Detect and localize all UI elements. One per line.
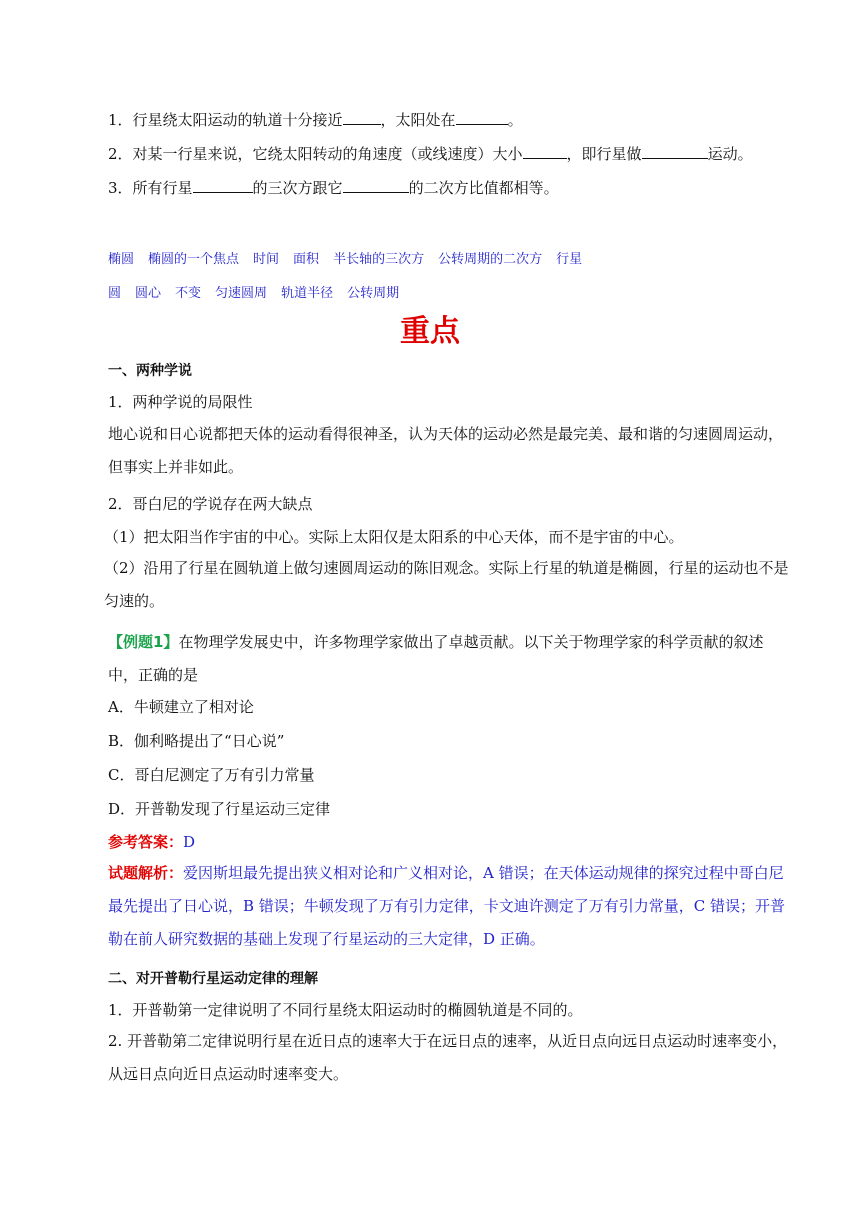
analysis-label: 试题解析： [108,864,184,882]
q3-text-a: 3．所有行星 [108,179,193,197]
answer-item: 时间 [253,252,280,267]
answer-item: 圆心 [135,286,162,301]
answer-item: 圆 [108,286,122,301]
q1-text-b: ，太阳处在 [380,111,456,129]
q1-text-a: 1．行星绕太阳运动的轨道十分接近 [108,111,343,129]
answer-value: D [183,833,196,851]
answer-item: 椭圆 [108,252,135,267]
q3-text-b: 的三次方跟它 [252,179,343,197]
q1-blank-2[interactable] [456,110,508,125]
q2-text-a: 2．对某一行星来说，它绕太阳转动的角速度（或线速度）大小 [108,145,523,163]
analysis-paragraph [108,857,788,956]
answer-item: 面积 [293,252,320,267]
section-1-point-1-body: 地心说和日心说都把天体的运动看得很神圣，认为天体的运动必然是最完美、最和谐的匀速圆周运动，但事实上并非如此。 [108,425,784,476]
section-1-point-2-title: 2．哥白尼的学说存在两大缺点 [108,495,313,513]
q2-blank-1[interactable] [523,144,567,159]
section-1-point-2-item-1: （1）把太阳当作宇宙的中心。实际上太阳仅是太阳系的中心天体，而不是宇宙的中心。 [104,528,684,546]
fill-question-3 [108,178,559,198]
section-2-point-2: 2. 开普勒第二定律说明行星在近日点的速率大于在远日点的速率，从近日点向远日点运动时速率变小，从远日点向近日点运动时速率变大。 [108,1032,788,1083]
q3-text-c: 的二次方比值都相等。 [408,179,559,197]
answer-key-row-2 [108,282,413,301]
answer-item: 半长轴的三次方 [333,252,425,267]
example-1-stem [108,626,788,692]
answer-item: 不变 [175,286,202,301]
q2-text-c: 运动。 [707,145,753,163]
answer-item: 公转周期的二次方 [438,252,543,267]
example-stem-text: 在物理学发展史中，许多物理学家做出了卓越贡献。以下关于物理学家的科学贡献的叙述中，正确的是 [108,633,764,684]
q3-blank-2[interactable] [343,178,409,193]
section-1-point-2-item-2: （2）沿用了行星在圆轨道上做匀速圆周运动的陈旧观念。实际上行星的轨道是椭圆，行星的运动也不是匀速的。 [104,559,789,610]
section-1-point-1-title: 1．两种学说的局限性 [108,393,253,411]
key-points-heading: 重点 [400,314,460,349]
q2-text-b: ，即行星做 [566,145,642,163]
q3-blank-1[interactable] [193,178,253,193]
example-tag: 【例题1】 [108,633,179,651]
answer-item: 轨道半径 [281,286,334,301]
answer-label: 参考答案： [108,833,184,851]
option-c: C．哥白尼测定了万有引力常量 [108,766,315,784]
option-b: B．伽利略提出了“日心说” [108,732,285,750]
answer-item: 匀速圆周 [215,286,268,301]
section-1-title: 一、两种学说 [108,363,192,379]
section-2-point-1: 1．开普勒第一定律说明了不同行星绕太阳运动时的椭圆轨道是不同的。 [108,1001,583,1019]
q1-text-c: 。 [507,111,523,129]
answer-item: 椭圆的一个焦点 [148,252,240,267]
option-d: D．开普勒发现了行星运动三定律 [108,800,331,818]
q1-blank-1[interactable] [343,110,381,125]
section-2-title: 二、对开普勒行星运动定律的理解 [108,971,318,987]
option-a: A．牛顿建立了相对论 [108,698,254,716]
q2-blank-2[interactable] [642,144,708,159]
answer-item: 行星 [556,252,583,267]
answer-key-row-1 [108,248,596,267]
answer-item: 公转周期 [347,286,400,301]
fill-question-1 [108,110,523,130]
analysis-text: 爱因斯坦最先提出狭义相对论和广义相对论，A 错误；在天体运动规律的探究过程中哥白尼最先提出了日心说，B 错误；牛顿发现了万有引力定律，卡文迪许测定了万有引力常量，C 错误；开普勒在前人研究数据的基础上发现了行星运动的三大定律，D 正确。 [108,864,786,948]
reference-answer [108,832,195,852]
fill-question-2 [108,144,753,164]
